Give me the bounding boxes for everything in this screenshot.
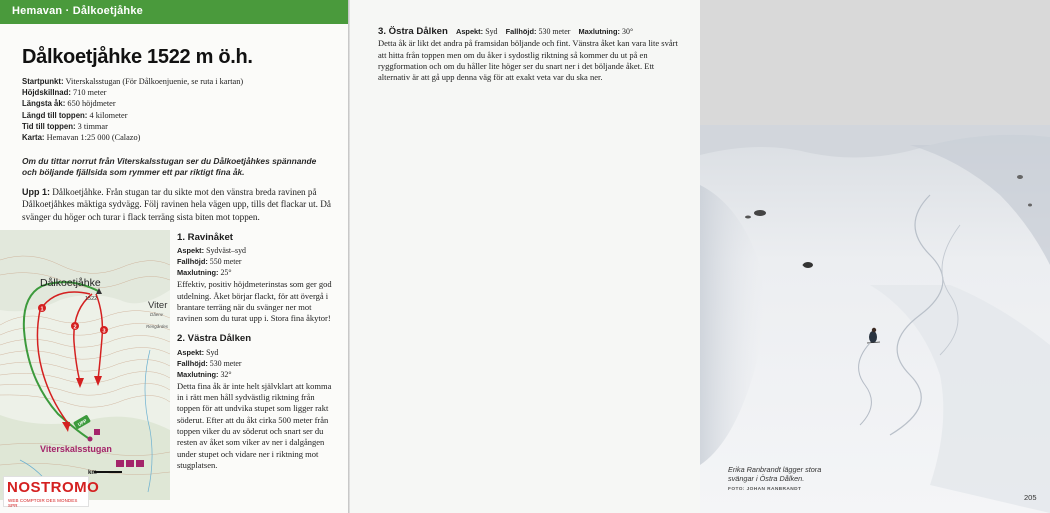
meta-value: 530 meter bbox=[538, 27, 571, 36]
meta-key: Fallhöjd: bbox=[177, 257, 208, 267]
meta-key: Fallhöjd: bbox=[505, 27, 537, 36]
peak-label: Dålkoetjåhke bbox=[40, 277, 101, 289]
fact-row bbox=[22, 132, 332, 143]
route-meta bbox=[177, 347, 337, 380]
fact-key: Startpunkt: bbox=[22, 77, 64, 86]
peak-height: 1522 bbox=[85, 296, 98, 302]
photo-rock bbox=[803, 262, 813, 268]
map-label-right-sub1: Dåenv bbox=[150, 312, 164, 317]
meta-key: Maxlutning: bbox=[177, 268, 219, 278]
upp-badge-label: UPP bbox=[77, 418, 88, 428]
ascent-paragraph bbox=[22, 186, 334, 223]
page-number: 205 bbox=[1024, 493, 1037, 502]
route-title-3: 3. Östra Dålken bbox=[378, 26, 448, 37]
left-page bbox=[0, 0, 348, 513]
logo-subtitle: WEB COMPTOIR DES MONDES SPR bbox=[8, 498, 78, 508]
meta-value: Syd bbox=[206, 347, 219, 357]
photo-rock bbox=[1028, 204, 1032, 207]
route-title-1: 1. Ravinåket bbox=[177, 232, 233, 243]
hut-icon bbox=[94, 429, 100, 435]
route-title-2: 2. Västra Dålken bbox=[177, 333, 252, 345]
meta-row bbox=[177, 369, 337, 380]
meta-value: 530 meter bbox=[209, 358, 242, 368]
logo-wordmark: NOSTROMO bbox=[7, 479, 100, 496]
map-icon-box bbox=[126, 460, 134, 467]
map-icon-box bbox=[136, 460, 144, 467]
meta-value: 32° bbox=[220, 369, 232, 379]
fact-value: 710 meter bbox=[73, 88, 107, 98]
route-map bbox=[0, 230, 170, 500]
route-text-2: Detta fina åk är inte helt självklart att komma in i rätt men håll sydvästlig riktning från toppen för att undvika stupet som ligger rakt söderut. Efter att du åkt cirka 500 meter från toppen viker du av söderut och snart ser du resten av åket som viker av ner i dalgången under stupet och vidare ner i riktning mot stugplatsen. bbox=[177, 380, 332, 470]
caption-text: Erika Ranbrandt lägger stora svängar i Östra Dålken. bbox=[728, 465, 822, 484]
meta-key: Aspekt: bbox=[177, 347, 205, 357]
route-marker-2-label: 2 bbox=[73, 324, 77, 331]
map-icon-box bbox=[116, 460, 124, 467]
ascent-text: Dålkoetjåhke. Från stugan tar du sikte mot den vänstra breda ravinen på Dålkoetjåhkes mäktiga sydvägg. Följ ravinen hela vägen upp, tills det flackar ut. Då svänger du höger och turar i flack terräng sista biten mot toppen. bbox=[22, 187, 331, 222]
meta-key: Maxlutning: bbox=[578, 27, 620, 36]
meta-value: Sydväst–syd bbox=[206, 246, 246, 256]
photo-rock bbox=[745, 216, 751, 219]
route-section-1 bbox=[177, 232, 337, 324]
fact-row bbox=[22, 98, 332, 109]
fact-row bbox=[22, 76, 332, 87]
route-text-3: Detta åk är likt det andra på framsidan böljande och fint. Vänstra åket kan vara lite svårt att hitta från toppen men om du åker i sydostlig riktning så kommer du ut på en ryggformation och om du håller lite höger ser du snart ner i det böljande åket. Ett alternativ är att gå upp denna väg för att exakt veta var du ska ner. bbox=[378, 38, 678, 83]
meta-key: Maxlutning: bbox=[177, 369, 219, 379]
meta-value: 30° bbox=[622, 27, 634, 36]
hut-label: Viterskalsstugan bbox=[40, 444, 112, 454]
hut-marker bbox=[88, 437, 93, 442]
page-title: Dålkoetjåhke 1522 m ö.h. bbox=[22, 46, 253, 68]
meta-row bbox=[177, 267, 337, 278]
route-marker-3-label: 3 bbox=[102, 328, 106, 335]
meta-value: Syd bbox=[485, 27, 498, 36]
route-column bbox=[177, 232, 337, 471]
fact-key: Längsta åk: bbox=[22, 99, 66, 109]
fact-row bbox=[22, 121, 332, 132]
route-meta bbox=[177, 245, 337, 278]
photo-caption bbox=[728, 465, 838, 494]
meta-value: 25° bbox=[220, 268, 232, 278]
nostromo-logo[interactable] bbox=[3, 476, 100, 508]
fact-value: Viterskalsstugan (För Dålkoenjuenie, se ruta i kartan) bbox=[65, 77, 244, 86]
meta-row bbox=[177, 245, 337, 256]
ascent-label: Upp 1: bbox=[22, 187, 50, 197]
meta-key: Aspekt: bbox=[455, 27, 484, 36]
meta-value: 550 meter bbox=[209, 257, 242, 267]
fact-row bbox=[22, 110, 332, 121]
meta-row bbox=[177, 256, 337, 267]
photo-rock bbox=[1017, 175, 1023, 179]
route-text-1: Effektiv, positiv höjdmeterinstas som ger god utdelning. Åket börjar flackt, för att övergå i brantare terräng när du svänger ner mot ravinen som du turat upp i. Stora fina åkytor! bbox=[177, 279, 332, 324]
meta-key: Aspekt: bbox=[177, 246, 205, 256]
route-title-line-3 bbox=[378, 26, 688, 37]
route-marker-1-label: 1 bbox=[40, 306, 44, 313]
map-label-right: Viter bbox=[148, 300, 168, 311]
fact-value: 3 timmar bbox=[77, 121, 108, 131]
route-section-3 bbox=[378, 26, 688, 83]
meta-key: Fallhöjd: bbox=[177, 358, 208, 368]
fact-value: 650 höjdmeter bbox=[67, 99, 116, 109]
fact-value: 4 kilometer bbox=[89, 110, 128, 120]
meta-row bbox=[177, 358, 337, 369]
map-label-right-sub2: Rengårdes bbox=[146, 324, 169, 329]
route-section-2 bbox=[177, 333, 337, 471]
fact-key: Höjdskillnad: bbox=[22, 88, 71, 98]
section-header-label: Hemavan · Dålkoetjåhke bbox=[12, 5, 143, 17]
photo-rock bbox=[754, 210, 766, 216]
snow-photo bbox=[700, 125, 1050, 513]
fact-key: Tid till toppen: bbox=[22, 121, 76, 131]
fact-value: Hemavan 1:25 000 (Calazo) bbox=[46, 133, 141, 143]
fact-key: Karta: bbox=[22, 133, 45, 143]
intro-paragraph: Om du tittar norrut från Viterskalsstugan ser du Dålkoetjåhkes spännande och böljande fjällsida som rymmer ett par riktigt fina åk. bbox=[22, 156, 317, 177]
scale-unit: km bbox=[88, 470, 97, 476]
meta-row bbox=[177, 347, 337, 358]
facts-list bbox=[22, 76, 332, 143]
fact-row bbox=[22, 87, 332, 98]
fact-key: Längd till toppen: bbox=[22, 110, 88, 120]
photo-credit: FOTO: JOHAN RANBRANDT bbox=[728, 486, 802, 492]
section-header-band bbox=[0, 0, 348, 24]
